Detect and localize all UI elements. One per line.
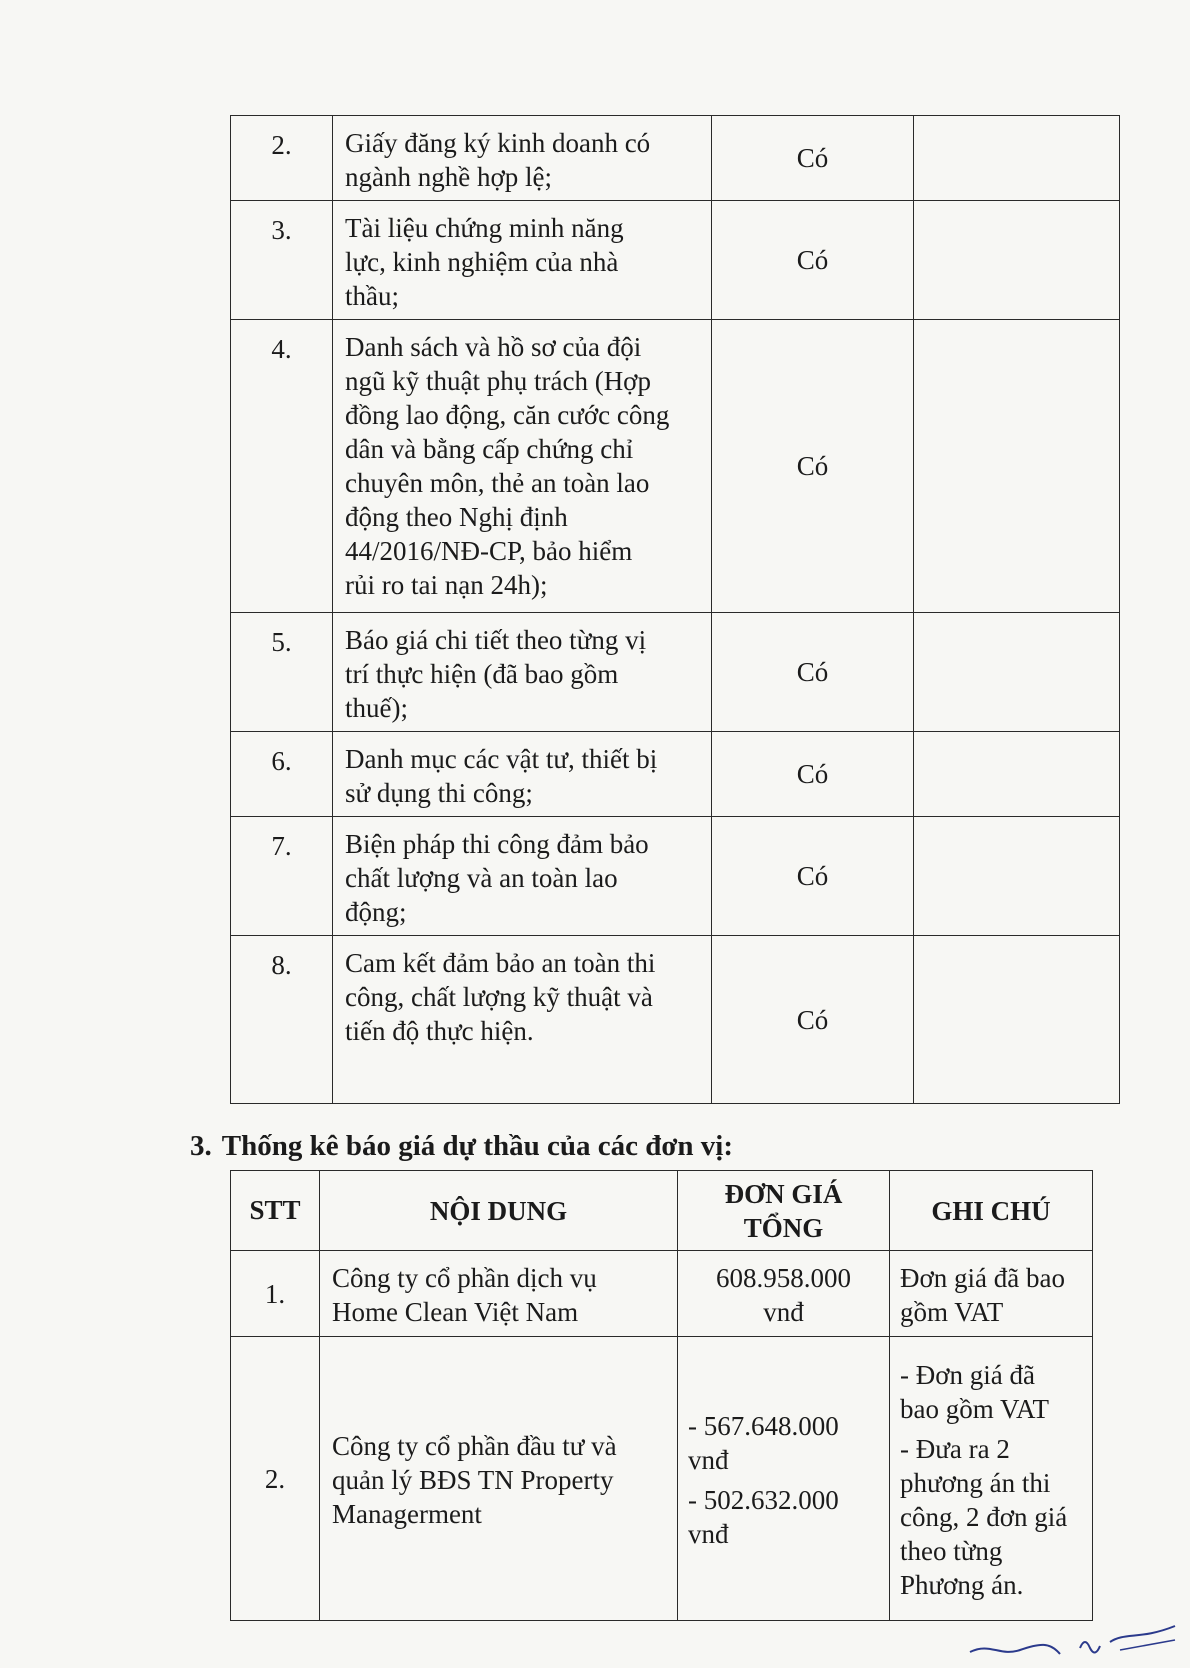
requirements-table [230,115,1120,1104]
header-price [678,1171,890,1251]
content-line: đồng lao động, căn cước công [345,400,670,430]
price-line: vnđ [688,1444,729,1475]
table-row [231,116,1120,201]
table-row [231,732,1120,817]
content-line: Báo giá chi tiết theo từng vị [345,625,647,655]
header-content: NỘI DUNG [320,1171,678,1251]
section-title: Thống kê báo giá dự thầu của các đơn vị: [221,1130,734,1162]
note-line: công, 2 đơn giá [900,1501,1068,1532]
content-line: Home Clean Việt Nam [332,1296,579,1327]
content-line: Cam kết đảm bảo an toàn thi [345,948,656,978]
price-line: - 502.632.000 [688,1484,839,1515]
note-line: - Đưa ra 2 [900,1433,1010,1464]
content-line: thầu; [345,281,399,311]
price-value [678,1337,890,1621]
price-line: 608.958.000 [716,1262,851,1293]
row-note [890,1337,1093,1621]
row-status: Có [712,320,914,613]
row-content [333,613,712,732]
row-number: 8. [231,936,333,1104]
table-row [231,613,1120,732]
price-line: vnđ [688,1518,729,1549]
row-status: Có [712,613,914,732]
row-note [890,1251,1093,1337]
content-line: sử dụng thi công; [345,778,533,808]
row-number: 7. [231,817,333,936]
content-line: ngành nghề hợp lệ; [345,162,552,192]
content-line: Công ty cổ phần dịch vụ [332,1262,597,1293]
header-price-line: TỔNG [743,1212,824,1243]
row-note [914,201,1120,320]
row-note [914,116,1120,201]
content-line: Giấy đăng ký kinh doanh có [345,128,651,158]
row-status: Có [712,817,914,936]
note-line: gồm VAT [900,1296,1004,1327]
content-line: Danh sách và hồ sơ của đội [345,332,642,362]
row-note [914,613,1120,732]
content-line: động theo Nghị định [345,502,568,532]
bid-summary-table [230,1170,1093,1621]
row-number: 6. [231,732,333,817]
row-note [914,817,1120,936]
content-line: trí thực hiện (đã bao gồm [345,659,619,689]
table-row [231,936,1120,1104]
content-line: động; [345,897,407,927]
row-number: 5. [231,613,333,732]
note-line: theo từng [900,1535,1003,1566]
table-row [231,817,1120,936]
content-line: chuyên môn, thẻ an toàn lao [345,468,650,498]
row-content [333,116,712,201]
content-line: công, chất lượng kỹ thuật và [345,982,653,1012]
row-number: 1. [231,1251,320,1337]
row-number: 3. [231,201,333,320]
header-stt: STT [231,1171,320,1251]
note-line: Phương án. [900,1569,1024,1600]
content-line: Biện pháp thi công đảm bảo [345,829,649,859]
content-line: Managerment [332,1498,482,1529]
row-status: Có [712,732,914,817]
row-status: Có [712,936,914,1104]
content-line: lực, kinh nghiệm của nhà [345,247,619,277]
row-note [914,732,1120,817]
handwritten-signature [960,1612,1180,1662]
row-number: 2. [231,116,333,201]
company-name [320,1337,678,1621]
content-line: Danh mục các vật tư, thiết bị [345,744,658,774]
content-line: Công ty cổ phần đầu tư và [332,1430,617,1461]
content-line: rủi ro tai nạn 24h); [345,570,548,600]
note-line: Đơn giá đã bao [900,1262,1065,1293]
table-header-row [231,1171,1093,1251]
table-row [231,1337,1093,1621]
note-line: bao gồm VAT [900,1393,1050,1424]
content-line: thuế); [345,693,408,723]
header-note: GHI CHÚ [890,1171,1093,1251]
section-heading [190,1130,733,1163]
table-row [231,1251,1093,1337]
content-line: ngũ kỹ thuật phụ trách (Hợp [345,366,651,396]
content-line: Tài liệu chứng minh năng [345,213,624,243]
row-content [333,817,712,936]
content-line: dân và bằng cấp chứng chỉ [345,434,634,464]
price-line: - 567.648.000 [688,1410,839,1441]
row-status: Có [712,201,914,320]
row-content [333,320,712,613]
content-line: 44/2016/NĐ-CP, bảo hiểm [345,536,633,566]
note-line: phương án thi [900,1467,1051,1498]
row-note [914,936,1120,1104]
row-number: 4. [231,320,333,613]
content-line: tiến độ thực hiện. [345,1016,534,1046]
table-row [231,201,1120,320]
section-number: 3. [190,1130,212,1162]
content-line: chất lượng và an toàn lao [345,863,618,893]
table-row [231,320,1120,613]
price-line: vnđ [763,1296,804,1327]
note-line: - Đơn giá đã [900,1359,1035,1390]
row-content [333,201,712,320]
content-line: quản lý BĐS TN Property [332,1464,614,1495]
header-price-line: ĐƠN GIÁ [724,1178,843,1209]
row-status: Có [712,116,914,201]
company-name [320,1251,678,1337]
row-number: 2. [231,1337,320,1621]
price-value [678,1251,890,1337]
row-note [914,320,1120,613]
row-content [333,732,712,817]
row-content [333,936,712,1104]
